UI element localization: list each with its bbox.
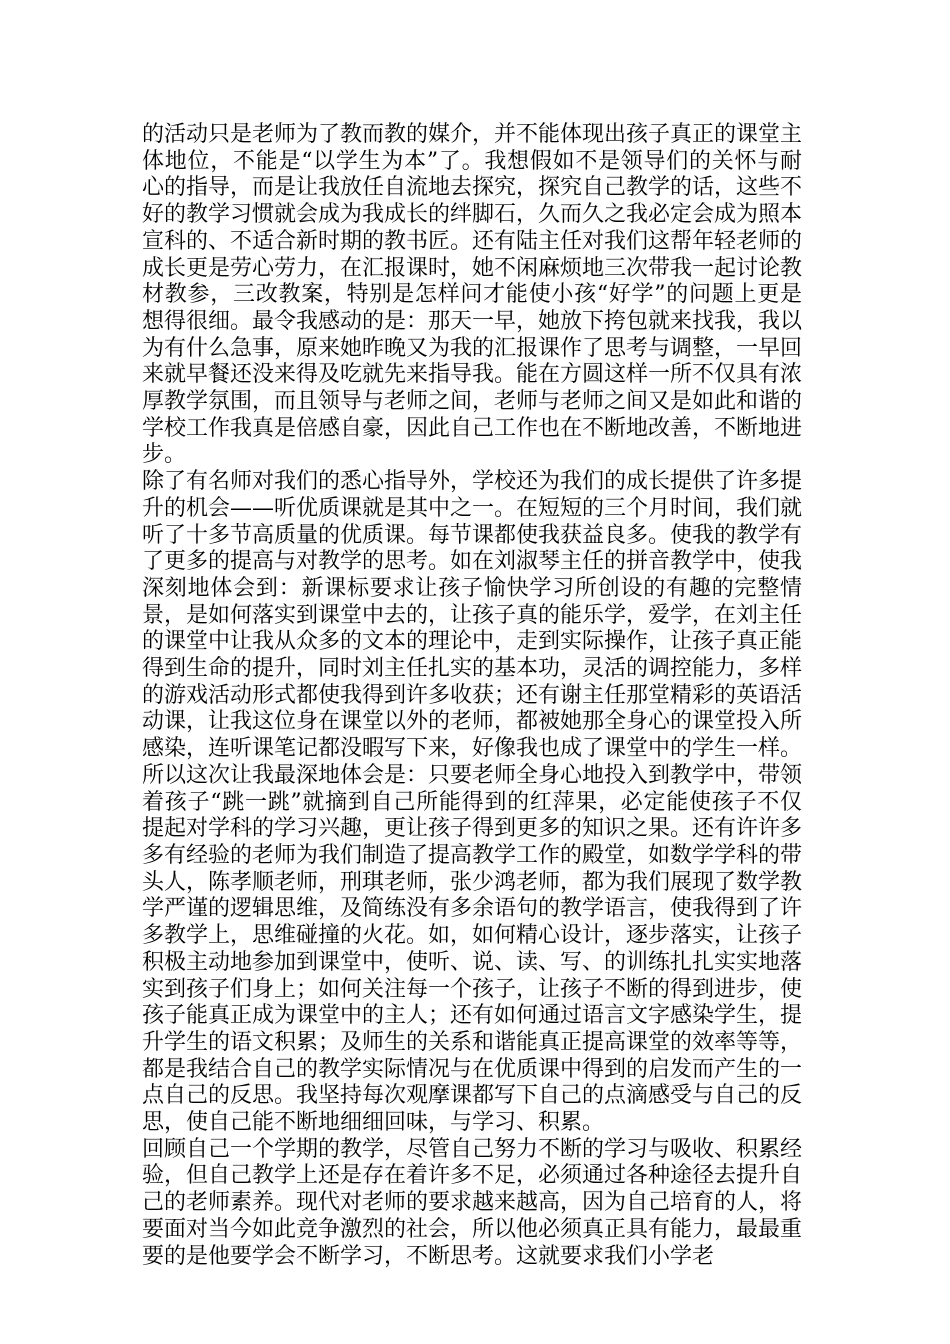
document-page — [142, 122, 802, 1270]
paragraph-3: 回顾自己一个学期的教学，尽管自己努力不断的学习与吸收、积累经验，但自己教学上还是存在着许多不足，必须通过各种途径去提升自己的老师素养。现代对老师的要求越来越高，因为自己培育的人，将要面对当今如此竞争激烈的社会，所以他必须真正具有能力，最最重要的是他要学会不断学习，不断思考。这就要求我们小学老 — [142, 1136, 803, 1269]
paragraph-1: 的活动只是老师为了教而教的媒介，并不能体现出孩子真正的课堂主体地位，不能是“以学生为本”了。我想假如不是领导们的关怀与耐心的指导，而是让我放任自流地去探究，探究自己教学的话，这些不好的教学习惯就会成为我成长的绊脚石，久而久之我必定会成为照本宣科的、不适合新时期的教书匠。还有陆主任对我们这帮年轻老师的成长更是劳心劳力，在汇报课时，她不闲麻烦地三次带我一起讨论教材教参，三改教案，特别是怎样问才能使小孩“好学”的问题上更是想得很细。最令我感动的是：那天一早，她放下挎包就来找我，我以为有什么急事，原来她昨晚又为我的汇报课作了思考与调整，一早回来就早餐还没来得及吃就先来指导我。能在方圆这样一所不仅具有浓厚教学氛围，而且领导与老师之间，老师与老师之间又是如此和谐的学校工作我真是倍感自豪，因此自己工作也在不断地改善，不断地进步。 — [142, 122, 803, 468]
paragraph-2: 除了有名师对我们的悉心指导外，学校还为我们的成长提供了许多提升的机会——听优质课就是其中之一。在短短的三个月时间，我们就听了十多节高质量的优质课。每节课都使我获益良多。使我的教学有了更多的提高与对教学的思考。如在刘淑琴主任的拼音教学中，使我深刻地体会到：新课标要求让孩子愉快学习所创设的有趣的完整情景，是如何落实到课堂中去的，让孩子真的能乐学，爱学，在刘主任的课堂中让我从众多的文本的理论中，走到实际操作，让孩子真正能得到生命的提升，同时刘主任扎实的基本功，灵活的调控能力，多样的游戏活动形式都使我得到许多收获；还有谢主任那堂精彩的英语活动课，让我这位身在课堂以外的老师，都被她那全身心的课堂投入所感染，连听课笔记都没暇写下来，好像我也成了课堂中的学生一样。所以这次让我最深地体会是：只要老师全身心地投入到教学中，带领着孩子“跳一跳”就摘到自己所能得到的红萍果，必定能使孩子不仅提起对学科的学习兴趣，更让孩子得到更多的知识之果。还有许许多多有经验的老师为我们制造了提高教学工作的殿堂，如数学学科的带头人，陈孝顺老师，刑琪老师，张少鸿老师，都为我们展现了数学教学严谨的逻辑思维，及简练没有多余语句的教学语言，使我得到了许多教学上，思维碰撞的火花。如，如何精心设计，逐步落实，让孩子积极主动地参加到课堂中，使听、说、读、写、的训练扎扎实实地落实到孩子们身上；如何关注每一个孩子，让孩子不断的得到进步，使孩子能真正成为课堂中的主人；还有如何通过语言文字感染学生，提升学生的语文积累；及师生的关系和谐能真正提高课堂的效率等等，都是我结合自己的教学实际情况与在优质课中得到的启发而产生的一点自己的反思。我坚持每次观摩课都写下自己的点滴感受与自己的反思，使自己能不断地细细回味，与学习、积累。 — [142, 469, 803, 1136]
